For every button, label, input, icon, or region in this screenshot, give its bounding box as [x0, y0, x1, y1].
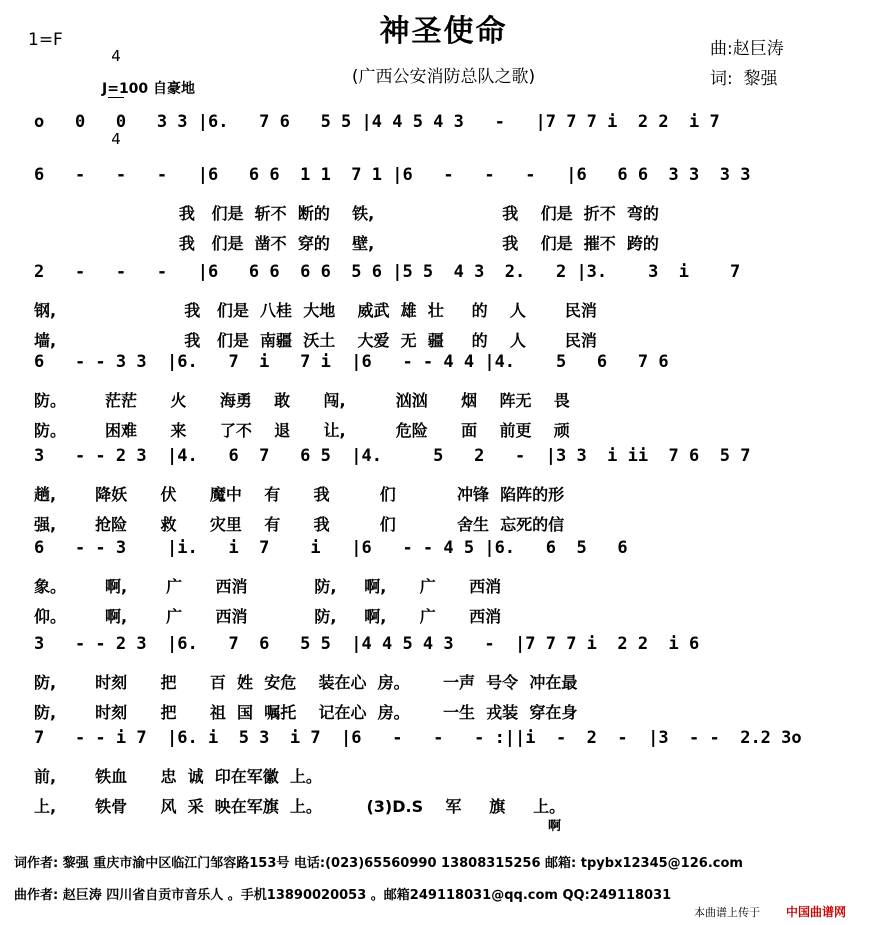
upload-note: 本曲谱上传于: [694, 906, 760, 919]
subtitle: (广西公安消防总队之歌): [351, 67, 536, 87]
lyric-line-1: 我 们是 斩不 断的 铁, 我 们是 折不 弯的: [34, 204, 659, 223]
notation-row: 6 - - 3 |i. i 7 i |6 - - 4 5 |6. 6 5 6: [34, 538, 628, 558]
site-logo: 中国曲谱网: [786, 905, 847, 919]
lyric-line-1: 象。 啊, 广 西消 防, 啊, 广 西消: [34, 577, 502, 596]
lyric-line-2: 我 们是 凿不 穿的 壁, 我 们是 摧不 跨的: [34, 234, 659, 253]
lyricist-contact: 词作者: 黎强 重庆市渝中区临江门邹容路153号 电话:(023)65560990 13808315256 邮箱: tpybx12345@126.com: [14, 856, 743, 871]
notation-row: 3 - - 2 3 |6. 7 6 5 5 |4 4 5 4 3 - |7 7 7 i 2 2 i 6: [34, 634, 700, 654]
page-title: 神圣使命: [379, 14, 508, 49]
lyric-line-2: 墙, 我 们是 南疆 沃土 大爱 无 疆 的 人 民消: [34, 331, 597, 350]
time-bottom: 4: [111, 130, 121, 148]
composer-credit: 曲:赵巨涛: [710, 39, 784, 59]
notation-row: 6 - - - |6 6 6 1 1 7 1 |6 - - - |6 6 6 3 3 3 3: [34, 165, 751, 185]
notation-row: o 0 0 3 3 |6. 7 6 5 5 |4 4 5 4 3 - |7 7 7 i 2 2 i 7: [34, 112, 720, 132]
key-signature: 1=F: [28, 30, 63, 50]
lyric-line-2: 上, 铁骨 风 采 映在军旗 上。 (3)D.S 军 旗 上。: [34, 797, 566, 816]
notation-row: 6 - - 3 3 |6. 7 i 7 i |6 - - 4 4 |4. 5 6 7 6: [34, 352, 669, 372]
notation-row: 3 - - 2 3 |4. 6 7 6 5 |4. 5 2 - |3 3 i ii 7 6 5 7: [34, 446, 751, 466]
lyric-line-1: 前, 铁血 忠 诚 印在军徽 上。: [34, 767, 322, 786]
tempo-marking: J=100 自豪地: [102, 81, 196, 97]
lyric-line-1: 防, 时刻 把 百 姓 安危 装在心 房。 一声 号令 冲在最: [34, 673, 578, 692]
notation-row: 2 - - - |6 6 6 6 6 5 6 |5 5 4 3 2. 2 |3. 3 i 7: [34, 262, 741, 282]
lyric-line-1: 钢, 我 们是 八桂 大地 威武 雄 壮 的 人 民消: [34, 301, 597, 320]
lyric-line-2: 仰。 啊, 广 西消 防, 啊, 广 西消: [34, 607, 502, 626]
lyric-line-2: 防, 时刻 把 祖 国 嘱托 记在心 房。 一生 戎装 穿在身: [34, 703, 578, 722]
time-top: 4: [111, 47, 121, 65]
lyric-line-2: 防。 困难 来 了不 退 让, 危险 面 前更 顽: [34, 421, 570, 440]
lyric-line-1: 防。 茫茫 火 海勇 敢 闯, 汹汹 烟 阵无 畏: [34, 391, 570, 410]
ds-note: 啊: [548, 819, 562, 834]
notation-row: 7 - - i 7 |6. i 5 3 i 7 |6 - - - :||i - 2 - |3 - - 2.2 3o: [34, 728, 802, 748]
lyric-line-1: 趟, 降妖 伏 魔中 有 我 们 冲锋 陷阵的形: [34, 485, 565, 504]
composer-contact: 曲作者: 赵巨涛 四川省自贡市音乐人 。手机13890020053 。邮箱249118031@qq.com QQ:249118031: [14, 888, 672, 903]
lyric-line-2: 强, 抢险 救 灾里 有 我 们 舍生 忘死的信: [34, 515, 565, 534]
lyricist-credit: 词: 黎强: [710, 69, 778, 89]
